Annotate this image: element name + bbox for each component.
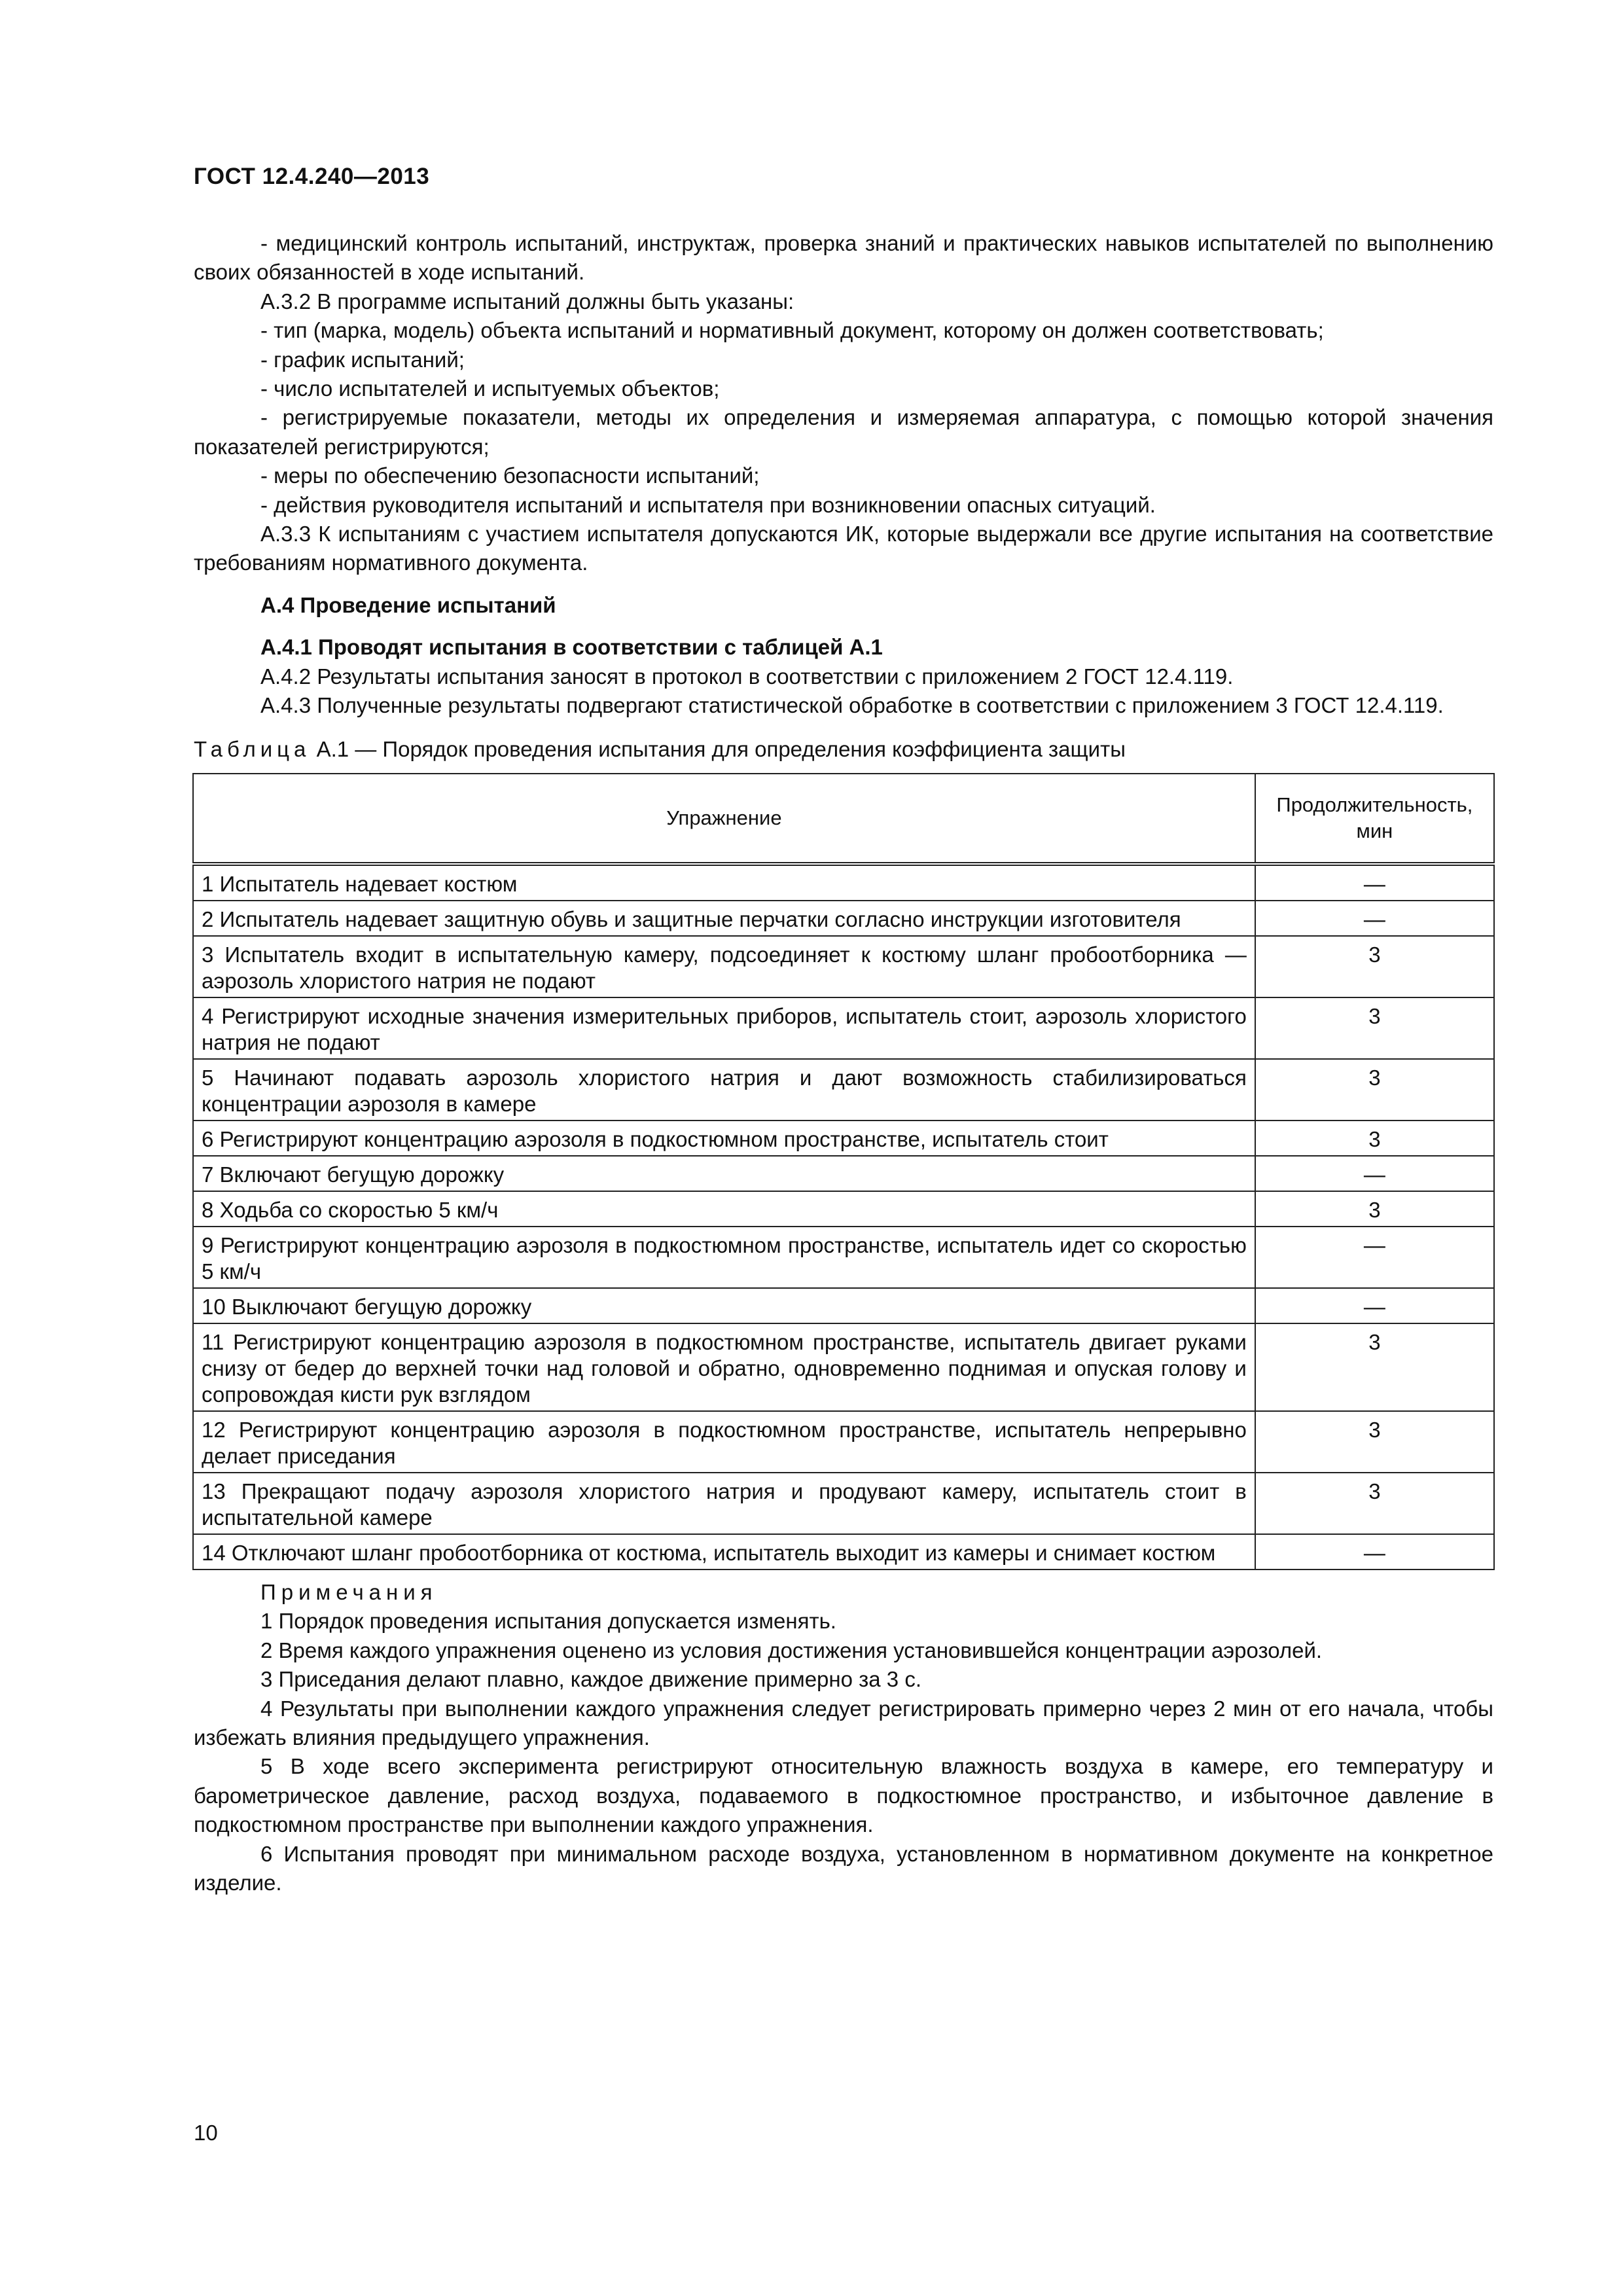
exercise-cell: 4 Регистрируют исходные значения измерительных приборов, испытатель стоит, аэрозоль хлористого натрия не подают — [193, 997, 1255, 1059]
table-row — [193, 1411, 1494, 1473]
duration-cell: — — [1255, 1227, 1494, 1288]
exercise-cell: 6 Регистрируют концентрацию аэрозоля в подкостюмном пространстве, испытатель стоит — [193, 1121, 1255, 1156]
duration-cell: 3 — [1255, 997, 1494, 1059]
section-heading-a41: А.4.1 Проводят испытания в соответствии с таблицей А.1 — [260, 635, 883, 660]
page-number: 10 — [194, 2121, 218, 2145]
list-item-count: - число испытателей и испытуемых объектов; — [260, 376, 720, 401]
duration-cell: 3 — [1255, 1323, 1494, 1411]
exercise-cell: 5 Начинают подавать аэрозоль хлористого натрия и дают возможность стабилизироваться концентрации аэрозоля в камере — [193, 1059, 1255, 1121]
duration-cell: 3 — [1255, 1473, 1494, 1534]
exercise-cell: 3 Испытатель входит в испытательную камеру, подсоединяет к костюму шланг пробоотборника — аэрозоль хлористого натрия не подают — [193, 936, 1255, 997]
document-body — [194, 229, 1493, 1897]
exercise-cell: 8 Ходьба со скоростью 5 км/ч — [193, 1191, 1255, 1227]
paragraph-a33: А.3.3 К испытаниям с участием испытателя допускаются ИК, которые выдержали все другие испытания на соответствие требованиям нормативного документа. — [194, 522, 1493, 575]
paragraph-a42: А.4.2 Результаты испытания заносят в протокол в соответствии с приложением 2 ГОСТ 12.4.119. — [260, 664, 1234, 689]
paragraph-medical-control: - медицинский контроль испытаний, инструктаж, проверка знаний и практических навыков испытателей по выполнению своих обязанностей в ходе испытаний. — [194, 231, 1493, 285]
duration-cell: — — [1255, 1156, 1494, 1191]
duration-cell: — — [1255, 901, 1494, 936]
table-row — [193, 1191, 1494, 1227]
duration-cell: 3 — [1255, 1191, 1494, 1227]
note-item: 6 Испытания проводят при минимальном расходе воздуха, установленном в нормативном документе на конкретное изделие. — [194, 1841, 1493, 1895]
list-item-actions: - действия руководителя испытаний и испытателя при возникновении опасных ситуаций. — [260, 492, 1156, 517]
document-header: ГОСТ 12.4.240—2013 — [194, 164, 430, 189]
list-item-safety: - меры по обеспечению безопасности испытаний; — [260, 463, 760, 488]
list-item-type: - тип (марка, модель) объекта испытаний и нормативный документ, которому он должен соответствовать; — [260, 318, 1324, 343]
note-item: 1 Порядок проведения испытания допускается изменять. — [260, 1609, 836, 1634]
table-row — [193, 1059, 1494, 1121]
table-row — [193, 997, 1494, 1059]
column-header-duration: Продолжительность, мин — [1255, 774, 1494, 864]
note-item: 5 В ходе всего эксперимента регистрируют относительную влажность воздуха в камере, его температуру и барометрическое давление, расход воздуха, подаваемого в подкостюмное пространство, и избыточное давление в подкостюмном пространстве при выполнении каждого упражнения. — [194, 1754, 1493, 1837]
duration-cell: 3 — [1255, 1059, 1494, 1121]
note-item: 2 Время каждого упражнения оценено из условия достижения установившейся концентрации аэрозолей. — [260, 1638, 1323, 1662]
table-row — [193, 1323, 1494, 1411]
notes-section — [194, 1578, 1493, 1897]
duration-cell: 3 — [1255, 1411, 1494, 1473]
list-item-schedule: - график испытаний; — [260, 347, 465, 372]
exercise-cell: 12 Регистрируют концентрацию аэрозоля в подкостюмном пространстве, испытатель непрерывно делает приседания — [193, 1411, 1255, 1473]
exercise-cell: 7 Включают бегущую дорожку — [193, 1156, 1255, 1191]
table-row — [193, 1288, 1494, 1323]
exercise-cell: 14 Отключают шланг пробоотборника от костюма, испытатель выходит из камеры и снимает костюм — [193, 1534, 1255, 1570]
duration-cell: 3 — [1255, 936, 1494, 997]
table-caption-label: Таблица — [194, 736, 311, 761]
table-row — [193, 1227, 1494, 1288]
table-caption-text: А.1 — Порядок проведения испытания для определения коэффициента защиты — [316, 736, 1126, 761]
exercise-cell: 11 Регистрируют концентрацию аэрозоля в подкостюмном пространстве, испытатель двигает руками снизу от бедер до верхней точки над головой и обратно, одновременно поднимая и опуская голову и сопровождая кисти рук взглядом — [193, 1323, 1255, 1411]
exercise-cell: 9 Регистрируют концентрацию аэрозоля в подкостюмном пространстве, испытатель идет со скоростью 5 км/ч — [193, 1227, 1255, 1288]
column-header-exercise: Упражнение — [193, 774, 1255, 864]
duration-cell: — — [1255, 864, 1494, 901]
paragraph-a32: А.3.2 В программе испытаний должны быть указаны: — [260, 289, 794, 314]
paragraph-a43: А.4.3 Полученные результаты подвергают статистической обработке в соответствии с приложением 3 ГОСТ 12.4.119. — [260, 693, 1444, 718]
exercise-cell: 2 Испытатель надевает защитную обувь и защитные перчатки согласно инструкции изготовителя — [193, 901, 1255, 936]
table-row — [193, 1121, 1494, 1156]
table-header-row — [193, 774, 1494, 864]
duration-cell: — — [1255, 1288, 1494, 1323]
note-item: 3 Приседания делают плавно, каждое движение примерно за 3 с. — [260, 1667, 921, 1692]
table-row — [193, 936, 1494, 997]
exercise-cell: 10 Выключают бегущую дорожку — [193, 1288, 1255, 1323]
table-row — [193, 1473, 1494, 1534]
duration-cell: — — [1255, 1534, 1494, 1570]
table-row — [193, 1156, 1494, 1191]
section-heading-a4: А.4 Проведение испытаний — [260, 592, 556, 617]
duration-cell: 3 — [1255, 1121, 1494, 1156]
exercise-table — [192, 773, 1495, 1570]
notes-title: Примечания — [260, 1579, 438, 1604]
list-item-indicators: - регистрируемые показатели, методы их определения и измеряемая аппаратура, с помощью которой значения показателей регистрируются; — [194, 405, 1493, 459]
exercise-cell: 13 Прекращают подачу аэрозоля хлористого натрия и продувают камеру, испытатель стоит в испытательной камере — [193, 1473, 1255, 1534]
table-row — [193, 864, 1494, 901]
table-row — [193, 901, 1494, 936]
table-caption — [194, 735, 1493, 764]
note-item: 4 Результаты при выполнении каждого упражнения следует регистрировать примерно через 2 мин от его начала, чтобы избежать влияния предыдущего упражнения. — [194, 1696, 1493, 1749]
exercise-cell: 1 Испытатель надевает костюм — [193, 864, 1255, 901]
table-row — [193, 1534, 1494, 1570]
